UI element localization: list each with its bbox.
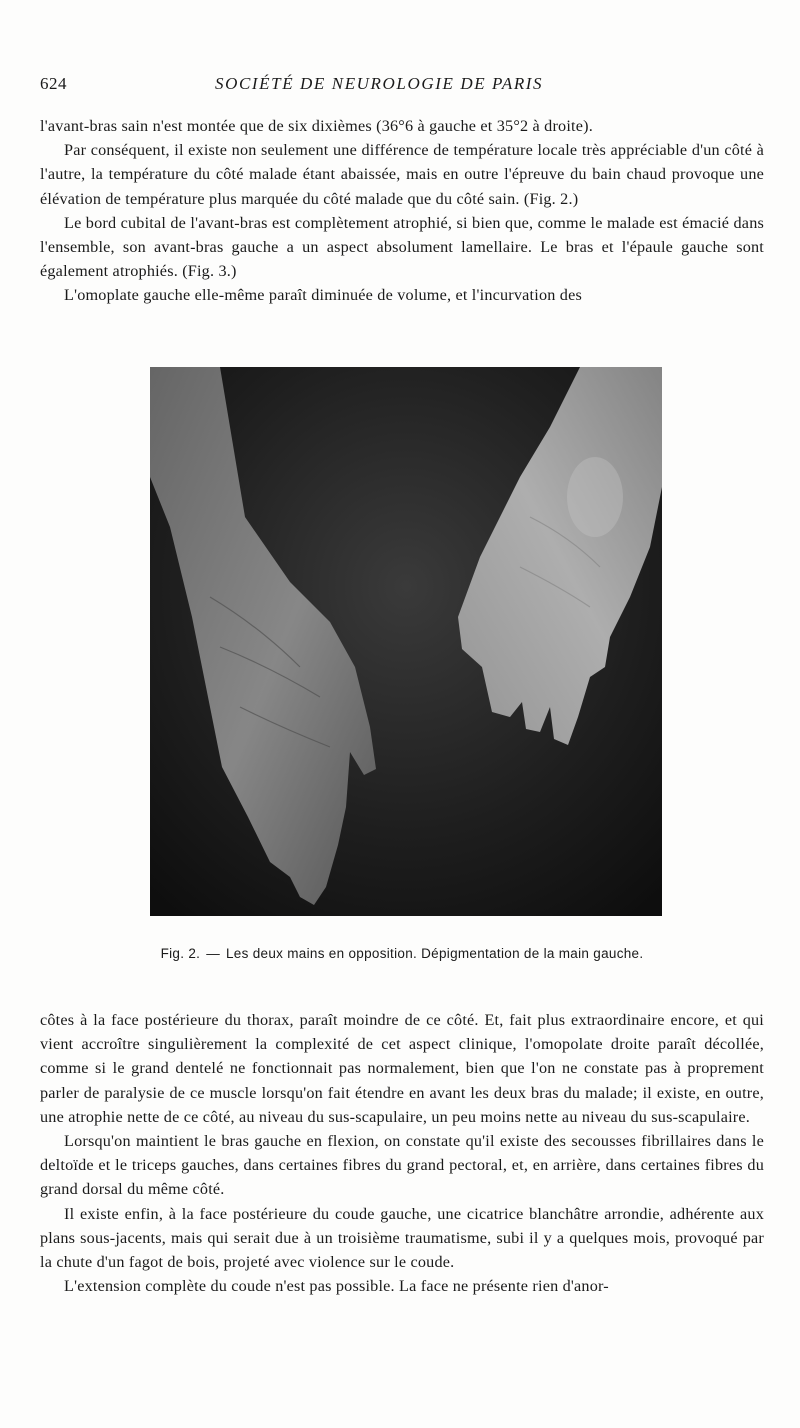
paragraph: côtes à la face postérieure du thorax, paraît moindre de ce côté. Et, fait plus extraordinaire encore, et qui vient accroître singulièrement la complexité de cet aspect clinique, l'omopolate droite paraît décollée, comme si le grand dentelé ne fonctionnait pas normalement, bien que l'on ne constate pas à proprement parler de paralysie de ce muscle lorsqu'on fait étendre en avant les deux bras du malade; il existe, en outre, une atrophie nette de ce côté, au niveau du sus-scapulaire, un peu moins nette au niveau du sus-scapulaire.: [40, 1011, 764, 1126]
figure-caption: [40, 946, 764, 961]
paragraph: L'omoplate gauche elle-même paraît diminuée de volume, et l'incurvation des: [64, 286, 582, 305]
journal-title: SOCIÉTÉ DE NEUROLOGIE DE PARIS: [215, 74, 544, 93]
paragraph: l'avant-bras sain n'est montée que de six dixièmes (36°6 à gauche et 35°2 à droite).: [40, 117, 593, 135]
figure-label: Fig. 2.: [160, 946, 201, 961]
body-text-bottom: [40, 1008, 764, 1298]
paragraph: Par conséquent, il existe non seulement une différence de température locale très appréciable d'un côté à l'autre, la température du côté malade étant abaissée, mais en outre l'épreuve du bain chaud provoque une élévation de température plus marquée du côté malade que du côté sain. (Fig. 2.): [40, 141, 764, 208]
paragraph: L'extension complète du coude n'est pas possible. La face ne présente rien d'anor-: [64, 1277, 609, 1296]
page-number: 624: [40, 74, 67, 93]
running-head: [40, 74, 770, 98]
hands-photo-illustration: [150, 367, 662, 916]
body-text-top: [40, 114, 764, 308]
paragraph: Le bord cubital de l'avant-bras est complètement atrophié, si bien que, comme le malade est émacié dans l'ensemble, son avant-bras gauche a un aspect absolument lamellaire. Le bras et l'épaule gauche sont également atrophiés. (Fig. 3.): [40, 213, 764, 281]
figure-caption-text: Les deux mains en opposition. Dépigmentation de la main gauche.: [226, 946, 644, 961]
paragraph: Il existe enfin, à la face postérieure du coude gauche, une cicatrice blanchâtre arrondie, adhérente aux plans sous-jacents, mais qui serait due à un troisième traumatisme, subi il y a quelques mois, provoqué par la chute d'un fagot de bois, projeté avec violence sur le coude.: [40, 1204, 764, 1272]
figure-hands-photograph: [150, 367, 662, 916]
paragraph: Lorsqu'on maintient le bras gauche en flexion, on constate qu'il existe des secousses fibrillaires dans le deltoïde et le triceps gauches, dans certaines fibres du grand pectoral, et, en arrière, dans certaines fibres du grand dorsal du même côté.: [40, 1132, 764, 1199]
figure-dash: —: [206, 946, 220, 961]
